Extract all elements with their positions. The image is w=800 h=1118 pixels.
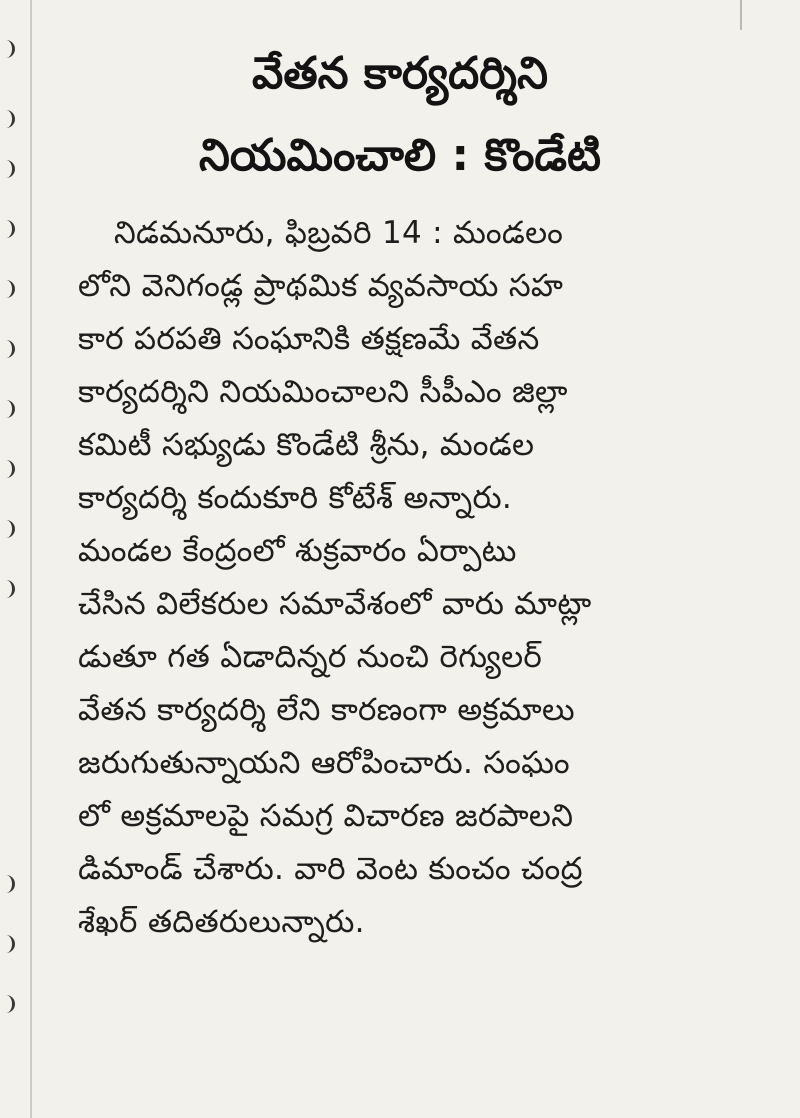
adjacent-column-fragment (0, 580, 15, 598)
column-divider-top (740, 0, 742, 30)
adjacent-column-fragment (0, 520, 15, 538)
column-divider (30, 0, 32, 1118)
adjacent-column-fragment (0, 460, 15, 478)
body-line: కార్యదర్శిని నియమించాలని సీపీఎం జిల్లా (78, 374, 568, 410)
adjacent-column-fragment (0, 875, 15, 893)
adjacent-column-fragment (0, 220, 15, 238)
body-line: డిమాండ్ చేశారు. వారి వెంట కుంచం చంద్ర (78, 851, 583, 887)
body-line: కమిటీ సభ్యుడు కొండేటి శ్రీను, మండల (78, 427, 535, 463)
adjacent-column-fragment (0, 160, 15, 178)
adjacent-column-fragment (0, 400, 15, 418)
adjacent-column-fragment (0, 280, 15, 298)
body-line: జరుగుతున్నాయని ఆరోపించారు. సంఘం (78, 745, 570, 781)
adjacent-column-fragment (0, 995, 15, 1013)
body-line: లో అక్రమాలపై సమగ్ర విచారణ జరపాలని (78, 798, 574, 834)
body-line: శేఖర్ తదితరులున్నారు. (78, 904, 365, 940)
headline-line-2: నియమించాలి : కొండేటి (199, 130, 601, 181)
headline-line-1: వేతన కార్యదర్శిని (252, 48, 548, 99)
body-line: మండల కేంద్రంలో శుక్రవారం ఏర్పాటు (78, 533, 517, 569)
adjacent-column-fragment (0, 935, 15, 953)
body-line: చేసిన విలేకరుల సమావేశంలో వారు మాట్లా (78, 586, 592, 622)
body-line: కార్యదర్శి కందుకూరి కోటేశ్ అన్నారు. (78, 480, 513, 516)
body-line: లోని వెనిగండ్ల ప్రాథమిక వ్యవసాయ సహ (78, 268, 564, 304)
adjacent-column-fragment (0, 40, 15, 58)
adjacent-column-fragment (0, 110, 15, 128)
body-line: కార పరపతి సంఘానికి తక్షణమే వేతన (78, 321, 540, 357)
adjacent-column-fragment (0, 340, 15, 358)
body-line: వేతన కార్యదర్శి లేని కారణంగా అక్రమాలు (78, 692, 575, 728)
body-line: డుతూ గత ఏడాదిన్నర నుంచి రెగ్యులర్ (78, 639, 543, 675)
body-line: నిడమనూరు, ఫిబ్రవరి 14 : మండలం (114, 215, 564, 251)
